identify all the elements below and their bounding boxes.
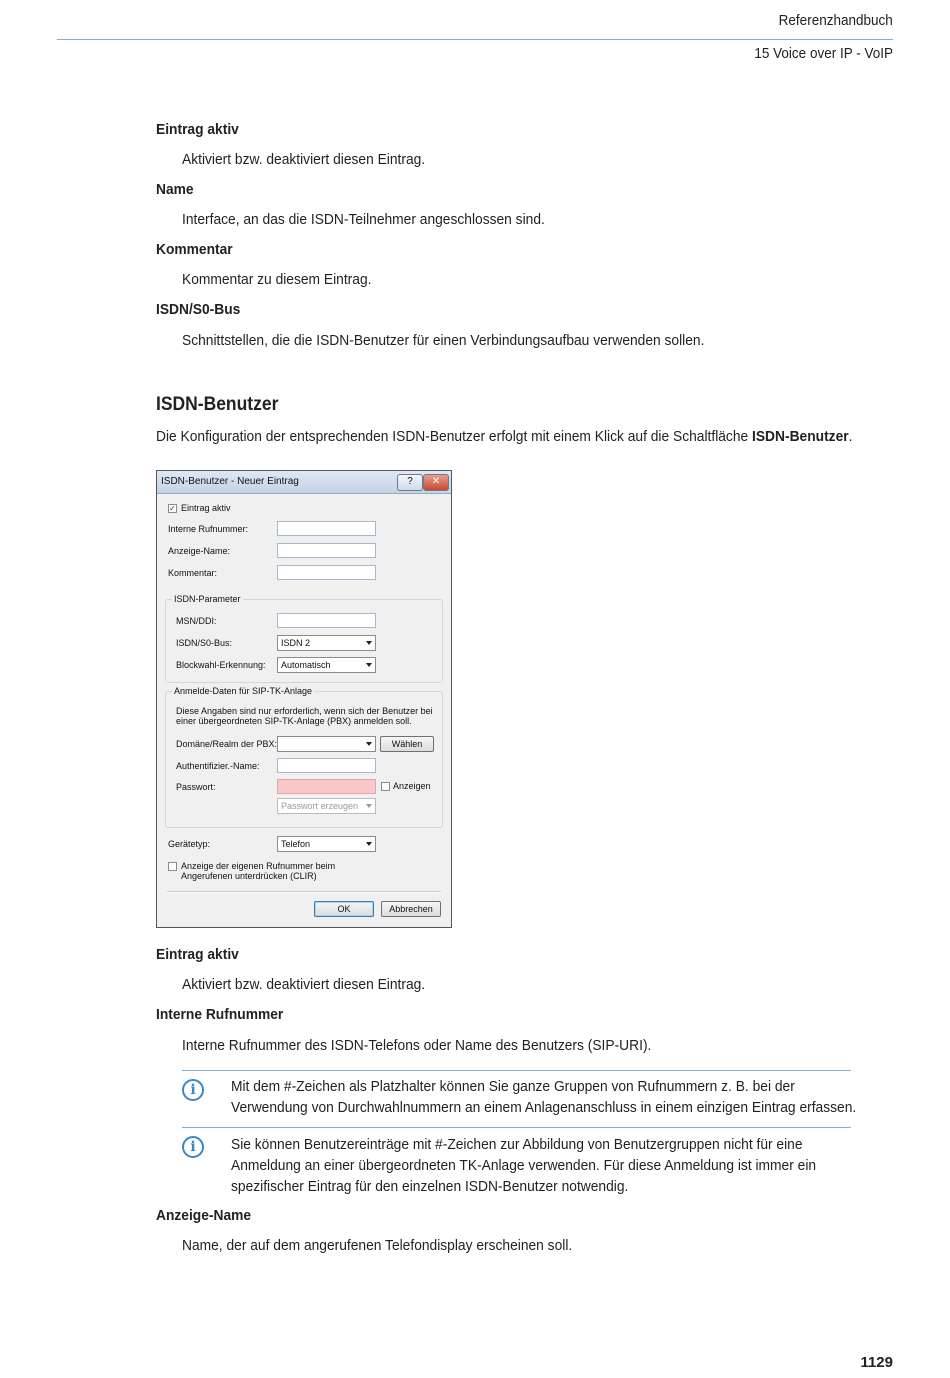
isdn-user-dialog <box>156 470 452 928</box>
intro-bold-button-name: ISDN-Benutzer <box>752 428 849 445</box>
chevron-down-icon <box>366 663 372 667</box>
msn-input[interactable] <box>277 613 376 628</box>
clir-label: Anzeige der eigenen Rufnummer beim Angerufenen unterdrücken (CLIR) <box>181 861 336 881</box>
desc-isdn-bus: Schnittstellen, die die ISDN-Benutzer für einen Verbindungsaufbau verwenden sollen. <box>182 332 705 349</box>
device-type-select[interactable] <box>277 836 376 852</box>
display-name-label: Anzeige-Name: <box>168 546 231 556</box>
desc-display-name: Name, der auf dem angerufenen Telefondisplay erscheinen soll. <box>182 1237 573 1254</box>
term-name: Name <box>156 181 194 198</box>
domain-combobox[interactable] <box>277 736 376 752</box>
header-book-title: Referenzhandbuch <box>778 12 893 29</box>
page-number: 1129 <box>860 1354 893 1371</box>
dialog-divider <box>167 891 441 893</box>
isdn-bus-value: ISDN 2 <box>281 638 311 648</box>
sip-login-group-title: Anmelde-Daten für SIP-TK-Anlage <box>174 686 313 696</box>
intro-end: . <box>848 428 853 445</box>
section-intro <box>156 428 852 445</box>
block-dial-label: Blockwahl-Erkennung: <box>176 660 266 670</box>
generate-password-label: Passwort erzeugen <box>281 801 359 811</box>
device-type-value: Telefon <box>281 839 311 849</box>
info-icon: i <box>182 1136 204 1158</box>
entry-active-label: Eintrag aktiv <box>181 503 231 513</box>
isdn-bus-select[interactable] <box>277 635 376 651</box>
device-type-label: Gerätetyp: <box>168 839 211 849</box>
auth-name-input[interactable] <box>277 758 376 773</box>
term-entry-active-2: Eintrag aktiv <box>156 946 239 963</box>
cancel-button[interactable]: Abbrechen <box>381 901 441 917</box>
isdn-bus-label: ISDN/S0-Bus: <box>176 638 233 648</box>
desc-entry-active-2: Aktiviert bzw. deaktiviert diesen Eintrag. <box>182 976 426 993</box>
block-dial-value: Automatisch <box>281 660 331 670</box>
note-divider <box>182 1127 851 1128</box>
domain-label: Domäne/Realm der PBX: <box>176 739 278 749</box>
clir-checkbox[interactable] <box>168 862 177 871</box>
dialog-titlebar <box>157 471 451 494</box>
display-name-input[interactable] <box>277 543 376 558</box>
desc-entry-active: Aktiviert bzw. deaktiviert diesen Eintrag. <box>182 151 426 168</box>
chevron-down-icon <box>366 641 372 645</box>
checkmark-icon: ✓ <box>169 504 176 513</box>
msn-label: MSN/DDI: <box>176 616 217 626</box>
isdn-parameter-group-title: ISDN-Parameter <box>174 594 241 604</box>
help-button[interactable]: ? <box>397 474 423 491</box>
internal-number-label: Interne Rufnummer: <box>168 524 249 534</box>
note-2: Sie können Benutzereinträge mit #-Zeichen zur Abbildung von Benutzergruppen nicht für eine Anmeldung an einer übergeordneten TK-Anlage verwenden. Für diese Anmeldung ist immer ein spezifischer Eintrag für den einzelnen ISDN-Benutzer notwendig. <box>231 1136 817 1195</box>
chevron-down-icon <box>366 742 372 746</box>
intro-text: Die Konfiguration der entsprechenden ISDN-Benutzer erfolgt mit einem Klick auf die Schaltfläche <box>156 428 753 445</box>
note-divider <box>182 1070 851 1071</box>
header-divider <box>57 39 893 40</box>
term-entry-active: Eintrag aktiv <box>156 121 239 138</box>
password-input[interactable] <box>277 779 376 794</box>
show-password-label: Anzeigen <box>393 781 431 791</box>
chevron-down-icon <box>366 842 372 846</box>
dialog-title: ISDN-Benutzer - Neuer Eintrag <box>161 476 299 487</box>
term-internal-number: Interne Rufnummer <box>156 1006 284 1023</box>
desc-internal-number: Interne Rufnummer des ISDN-Telefons oder Name des Benutzers (SIP-URI). <box>182 1037 652 1054</box>
comment-input[interactable] <box>277 565 376 580</box>
comment-label: Kommentar: <box>168 568 218 578</box>
desc-name: Interface, an das die ISDN-Teilnehmer angeschlossen sind. <box>182 211 545 228</box>
close-button[interactable]: ✕ <box>423 474 449 491</box>
choose-button[interactable]: Wählen <box>380 736 434 752</box>
note-1: Mit dem #-Zeichen als Platzhalter können Sie ganze Gruppen von Rufnummern z. B. bei der Verwendung von Durchwahlnummern an einem Anlagenanschluss in einem einzigen Eintrag erfassen. <box>231 1078 857 1116</box>
show-password-checkbox[interactable] <box>381 782 390 791</box>
password-label: Passwort: <box>176 782 216 792</box>
block-dial-select[interactable] <box>277 657 376 673</box>
term-isdn-bus: ISDN/S0-Bus <box>156 301 241 318</box>
entry-active-checkbox[interactable] <box>168 504 177 513</box>
sip-note: Diese Angaben sind nur erforderlich, wenn sich der Benutzer bei einer übergeordneten SIP-TK-Anlage (PBX) anmelden soll. <box>176 706 433 726</box>
term-comment: Kommentar <box>156 241 233 258</box>
generate-password-button[interactable] <box>277 798 376 814</box>
section-title: ISDN-Benutzer <box>156 394 279 415</box>
auth-name-label: Authentifizier.-Name: <box>176 761 260 771</box>
ok-button[interactable]: OK <box>314 901 374 917</box>
term-display-name: Anzeige-Name <box>156 1207 252 1224</box>
info-icon: i <box>182 1079 204 1101</box>
desc-comment: Kommentar zu diesem Eintrag. <box>182 271 372 288</box>
internal-number-input[interactable] <box>277 521 376 536</box>
header-chapter: 15 Voice over IP - VoIP <box>754 45 893 62</box>
chevron-down-icon <box>366 804 372 808</box>
